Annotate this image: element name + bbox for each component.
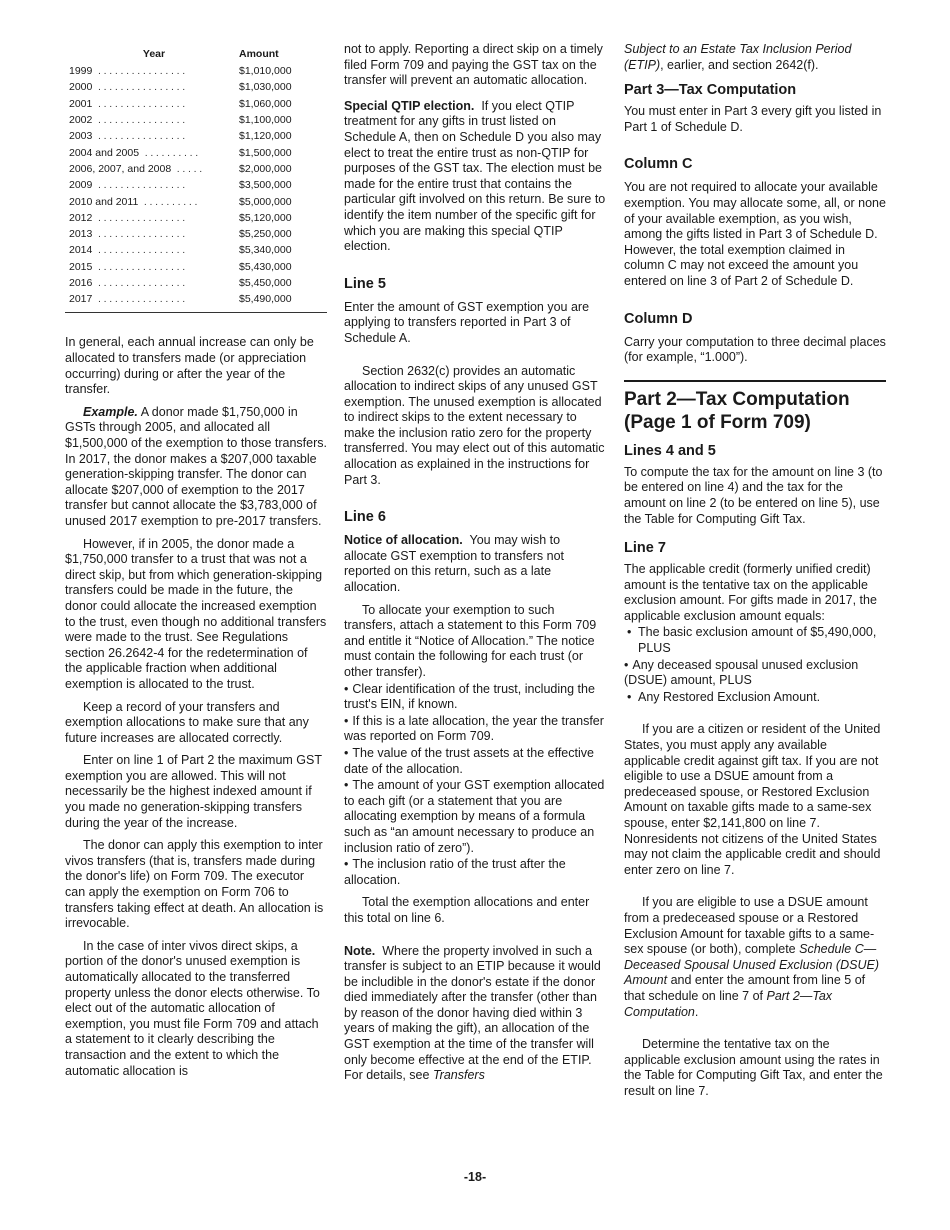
column-d-heading: Column D [624,310,693,327]
dot-leader: ................ [92,179,188,192]
table-row [69,242,305,258]
list-item: • Any deceased spousal unused exclusion (DSUE) amount, PLUS [624,657,859,688]
page-number: -18- [463,1170,487,1184]
table-row [69,193,305,209]
list-item: • If this is a late allocation, the year the transfer was reported on Form 709. [344,713,604,744]
list-item: • The amount of your GST exemption allocated to each gift (or a statement that you are allocating exemption by means of a formula such as “an amount necessary to produce an inclusion ratio of zero”). [344,778,605,855]
amount-cell: $1,060,000 [239,97,292,110]
paragraph: If you are a citizen or resident of the United States, you must apply any available applicable credit against gift tax. If you are not eligible to use a DSUE amount from a predeceased spouse, or Restored Exclusion Amount on taxable gifts made to a same-sex spouse, enter $2,141,800 on line 7. Nonresidents not citizens of the United States may not claim the applicable credit and should enter zero on line 7. [624,722,881,877]
gst-exemption-table [69,48,305,307]
amount-cell: $5,450,000 [239,277,292,289]
amount-cell: $1,120,000 [239,130,292,143]
year-cell: 1999 ................ [69,65,188,78]
dot-leader: ................ [92,65,188,78]
schedule-c-link[interactable]: Schedule C—Deceased Spousal Unused Exclusion (DSUE) Amount [624,942,879,988]
amount-cell: $5,120,000 [239,211,292,224]
part-2-link[interactable]: Part 2—Tax Computation [624,988,833,1019]
year-cell: 2016 ................ [69,277,188,289]
year-cell: 2017 ................ [69,293,188,306]
dot-leader: .......... [138,195,201,208]
amount-cell: $5,490,000 [239,293,292,306]
column-2 [344,42,606,1084]
table-row [69,96,305,112]
amount-cell: $5,430,000 [239,260,292,273]
year-cell: 2004 and 2005 .......... [69,146,201,159]
dot-leader: ................ [92,228,188,241]
paragraph: Carry your computation to three decimal places (for example, “1.000”). [624,334,886,365]
amount-cell: $2,000,000 [239,162,292,175]
dot-leader: ................ [92,293,188,306]
paragraph: In general, each annual increase can only be allocated to transfers made (or appreciation occurring) during or after the year of the transfer. [65,335,314,397]
qtip-paragraph [344,99,606,255]
dot-leader: ................ [92,81,188,94]
dot-leader: ..... [171,162,205,175]
transfers-link[interactable]: Transfers [432,1068,485,1083]
line-5-heading: Line 5 [344,275,386,292]
table-header-year: Year [142,48,166,60]
example-paragraph [65,405,327,530]
allocation-bullets [344,682,606,889]
year-cell: 2012 ................ [69,211,188,224]
table-row [69,210,305,226]
table-row [69,144,305,160]
dot-leader: ................ [92,211,188,224]
notice-text: You may wish to allocate GST exemption to transfers not reported on this return, such as a late allocation. [344,533,565,595]
table-row [69,275,305,291]
year-cell: 2009 ................ [69,179,188,192]
paragraph: Section 2632(c) provides an automatic allocation to indirect skips of any unused GST exemption. The unused exemption is allocated to indirect skips to the extent necessary to make the inclusion ratio zero for the property transferred. You may elect out of this automatic allocation as explained in the instructions for Part 3. [344,363,605,487]
list-item: • The inclusion ratio of the trust after the allocation. [344,857,566,887]
note-text: Where the property involved in such a transfer is subject to an ETIP because it would be includible in the donor's estate if the donor died immediately after the transfer (other than by reason of the donor having died within 3 years of making the gift), an allocation of the GST exemption at the time of the transfer will only become effective at the end of the ETIP. For details, see [344,943,601,1083]
paragraph: However, if in 2005, the donor made a $1,750,000 transfer to a trust that was not a direct skip, but from which generation-skipping transfers could be made in the future, the donor could allocate the increased exemption to the trust, even though no additional transfers were made to the trust. See Regulations section 26.2642-4 for the redetermination of the applicable fraction when additional exemption is allocated to the trust. [65,536,327,691]
table-row [69,291,305,307]
paragraph: In the case of inter vivos direct skips, a portion of the donor's unused exemption is automatically allocated to the transferred property unless the donor elects otherwise. To elect out of the automatic allocation of exemption, you must file Form 709 and attach a statement to it clearly describing the transaction and the extent to which the automatic allocation is [65,938,320,1078]
dot-leader: ................ [92,277,188,289]
paragraph: Subject to an Estate Tax Inclusion Period (ETIP), earlier, and section 2642(f). [624,42,852,72]
paragraph: not to apply. Reporting a direct skip on a timely filed Form 709 and paying the GST tax on the transfer will prevent an automatic allocation. [344,42,603,88]
year-cell: 2003 ................ [69,130,188,143]
qtip-text: If you elect QTIP treatment for any gifts in trust listed on Schedule A, then on Schedule D you also may elect to treat the entire trust as non-QTIP for purposes of the GST tax. The election must be made for the entire trust that contains the particular gift involved on this return. Be sure to identify the item number of the specific gift for which you are making this special QTIP election. [344,98,606,254]
lines-4-5-heading: Lines 4 and 5 [624,442,716,459]
paragraph: To allocate your exemption to such transfers, attach a statement to this Form 709 and entitle it “Notice of Allocation.” The notice must contain the following for each trust (or other transfer). [344,602,597,679]
table-row [69,177,305,193]
example-label: Example. [83,404,138,419]
paragraph: Enter the amount of GST exemption you are applying to transfers reported in Part 3 of Schedule A. [344,299,590,345]
amount-cell: $5,000,000 [239,195,292,208]
notice-label: Notice of allocation. [344,533,463,548]
table-row [69,226,305,242]
section-rule [624,380,886,434]
year-cell: 2000 ................ [69,81,188,94]
dot-leader: ................ [92,97,188,110]
year-cell: 2015 ................ [69,260,188,273]
year-cell: 2001 ................ [69,97,188,110]
paragraph: To compute the tax for the amount on line 3 (to be entered on line 4) and the tax for the amount on line 2 (to be entered on line 5), use the Table for Computing Gift Tax. [624,464,883,526]
year-cell: 2014 ................ [69,244,188,257]
amount-cell: $1,500,000 [239,146,292,159]
table-header-amount: Amount [239,48,279,60]
table-row [69,161,305,177]
column-1 [65,48,327,1079]
part-2-heading: Part 2—Tax Computation (Page 1 of Form 709) [624,388,850,433]
amount-cell: $1,100,000 [239,114,292,127]
table-row [69,79,305,95]
qtip-label: Special QTIP election. [344,98,475,113]
table-row [69,259,305,275]
exclusion-bullets [624,625,886,705]
table-row [69,112,305,128]
example-text: A donor made $1,750,000 in GSTs through 2005, and allocated all $1,500,000 of the exemption to those transfers. In 2017, the donor makes a $207,000 taxable generation-skipping transfer. The donor can allocate $207,000 of exemption to the 2017 transfer but cannot allocate the $3,783,000 of unused 2017 exemption to pre-2017 transfers. [65,404,327,528]
paragraph: You are not required to allocate your available exemption. You may allocate some, all, or none of your available exemption, as you wish, among the gifts listed in Part 3 of Schedule D. However, the total exemption claimed in column C may not exceed the amount you entered on line 3 of Part 2 of Schedule D. [624,180,886,288]
table-row [69,63,305,79]
paragraph: Determine the tentative tax on the applicable exclusion amount using the rates in the Table for Computing Gift Tax, and enter the result on line 7. [624,1037,883,1098]
paragraph: The applicable credit (formerly unified credit) amount is the tentative tax on the applicable exclusion amount. For gifts made in 2017, the applicable exclusion amount equals: [624,562,877,623]
paragraph: You must enter in Part 3 every gift you listed in Part 1 of Schedule D. [624,104,882,134]
column-c-heading: Column C [624,156,693,173]
dot-leader: ................ [92,114,188,127]
amount-cell: $5,250,000 [239,228,292,241]
list-item: • The value of the trust assets at the effective date of the allocation. [344,745,594,776]
list-item: • Clear identification of the trust, including the trust's EIN, if known. [344,681,595,712]
paragraph: Total the exemption allocations and enter this total on line 6. [344,895,590,925]
list-item: • The basic exclusion amount of $5,490,000, PLUS [624,625,886,656]
notice-paragraph [344,533,606,595]
year-cell: 2006, 2007, and 2008 ..... [69,162,205,175]
year-cell: 2002 ................ [69,114,188,127]
paragraph: The donor can apply this exemption to inter vivos transfers (that is, transfers made during the donor's life) on Form 709. The executor can apply the exemption on Form 706 to transfers taking effect at death. An allocation is irrevocable. [65,838,324,931]
year-cell: 2013 ................ [69,228,188,241]
note-label: Note. [344,943,376,958]
line-7-heading: Line 7 [624,540,666,557]
amount-cell: $3,500,000 [239,179,292,192]
part-3-heading: Part 3—Tax Computation [624,82,797,99]
paragraph: If you are eligible to use a DSUE amount from a predeceased spouse or a Restored Exclusion Amount for taxable gifts to a same-sex spouse (or both), complete Schedule C—Deceased Spousal Unused Exclusion (DSUE) Amount and enter the amount from line 5 of that schedule on line 7 of Part 2—Tax Computation. [624,895,879,1019]
amount-cell: $1,010,000 [239,65,292,78]
dot-leader: ................ [92,260,188,273]
table-bottom-rule [65,312,327,313]
table-row [69,128,305,144]
dot-leader: ................ [92,130,188,143]
dot-leader: .......... [139,146,201,159]
paragraph: Keep a record of your transfers and exemption allocations to make sure that any future increases are allocated correctly. [65,699,309,745]
dot-leader: ................ [92,244,188,257]
amount-cell: $5,340,000 [239,244,292,257]
list-item: • Any Restored Exclusion Amount. [624,690,886,706]
paragraph: Enter on line 1 of Part 2 the maximum GST exemption you are allowed. This will not necessarily be the highest indexed amount if you made no generation-skipping transfers during the year of the increase. [65,753,322,830]
table-body [69,63,305,307]
amount-cell: $1,030,000 [239,81,292,94]
note-paragraph [344,944,606,1084]
line-6-heading: Line 6 [344,509,386,526]
etip-link[interactable]: Subject to an Estate Tax Inclusion Period (ETIP) [624,42,852,72]
year-cell: 2010 and 2011 .......... [69,195,201,208]
column-3 [624,42,886,1100]
